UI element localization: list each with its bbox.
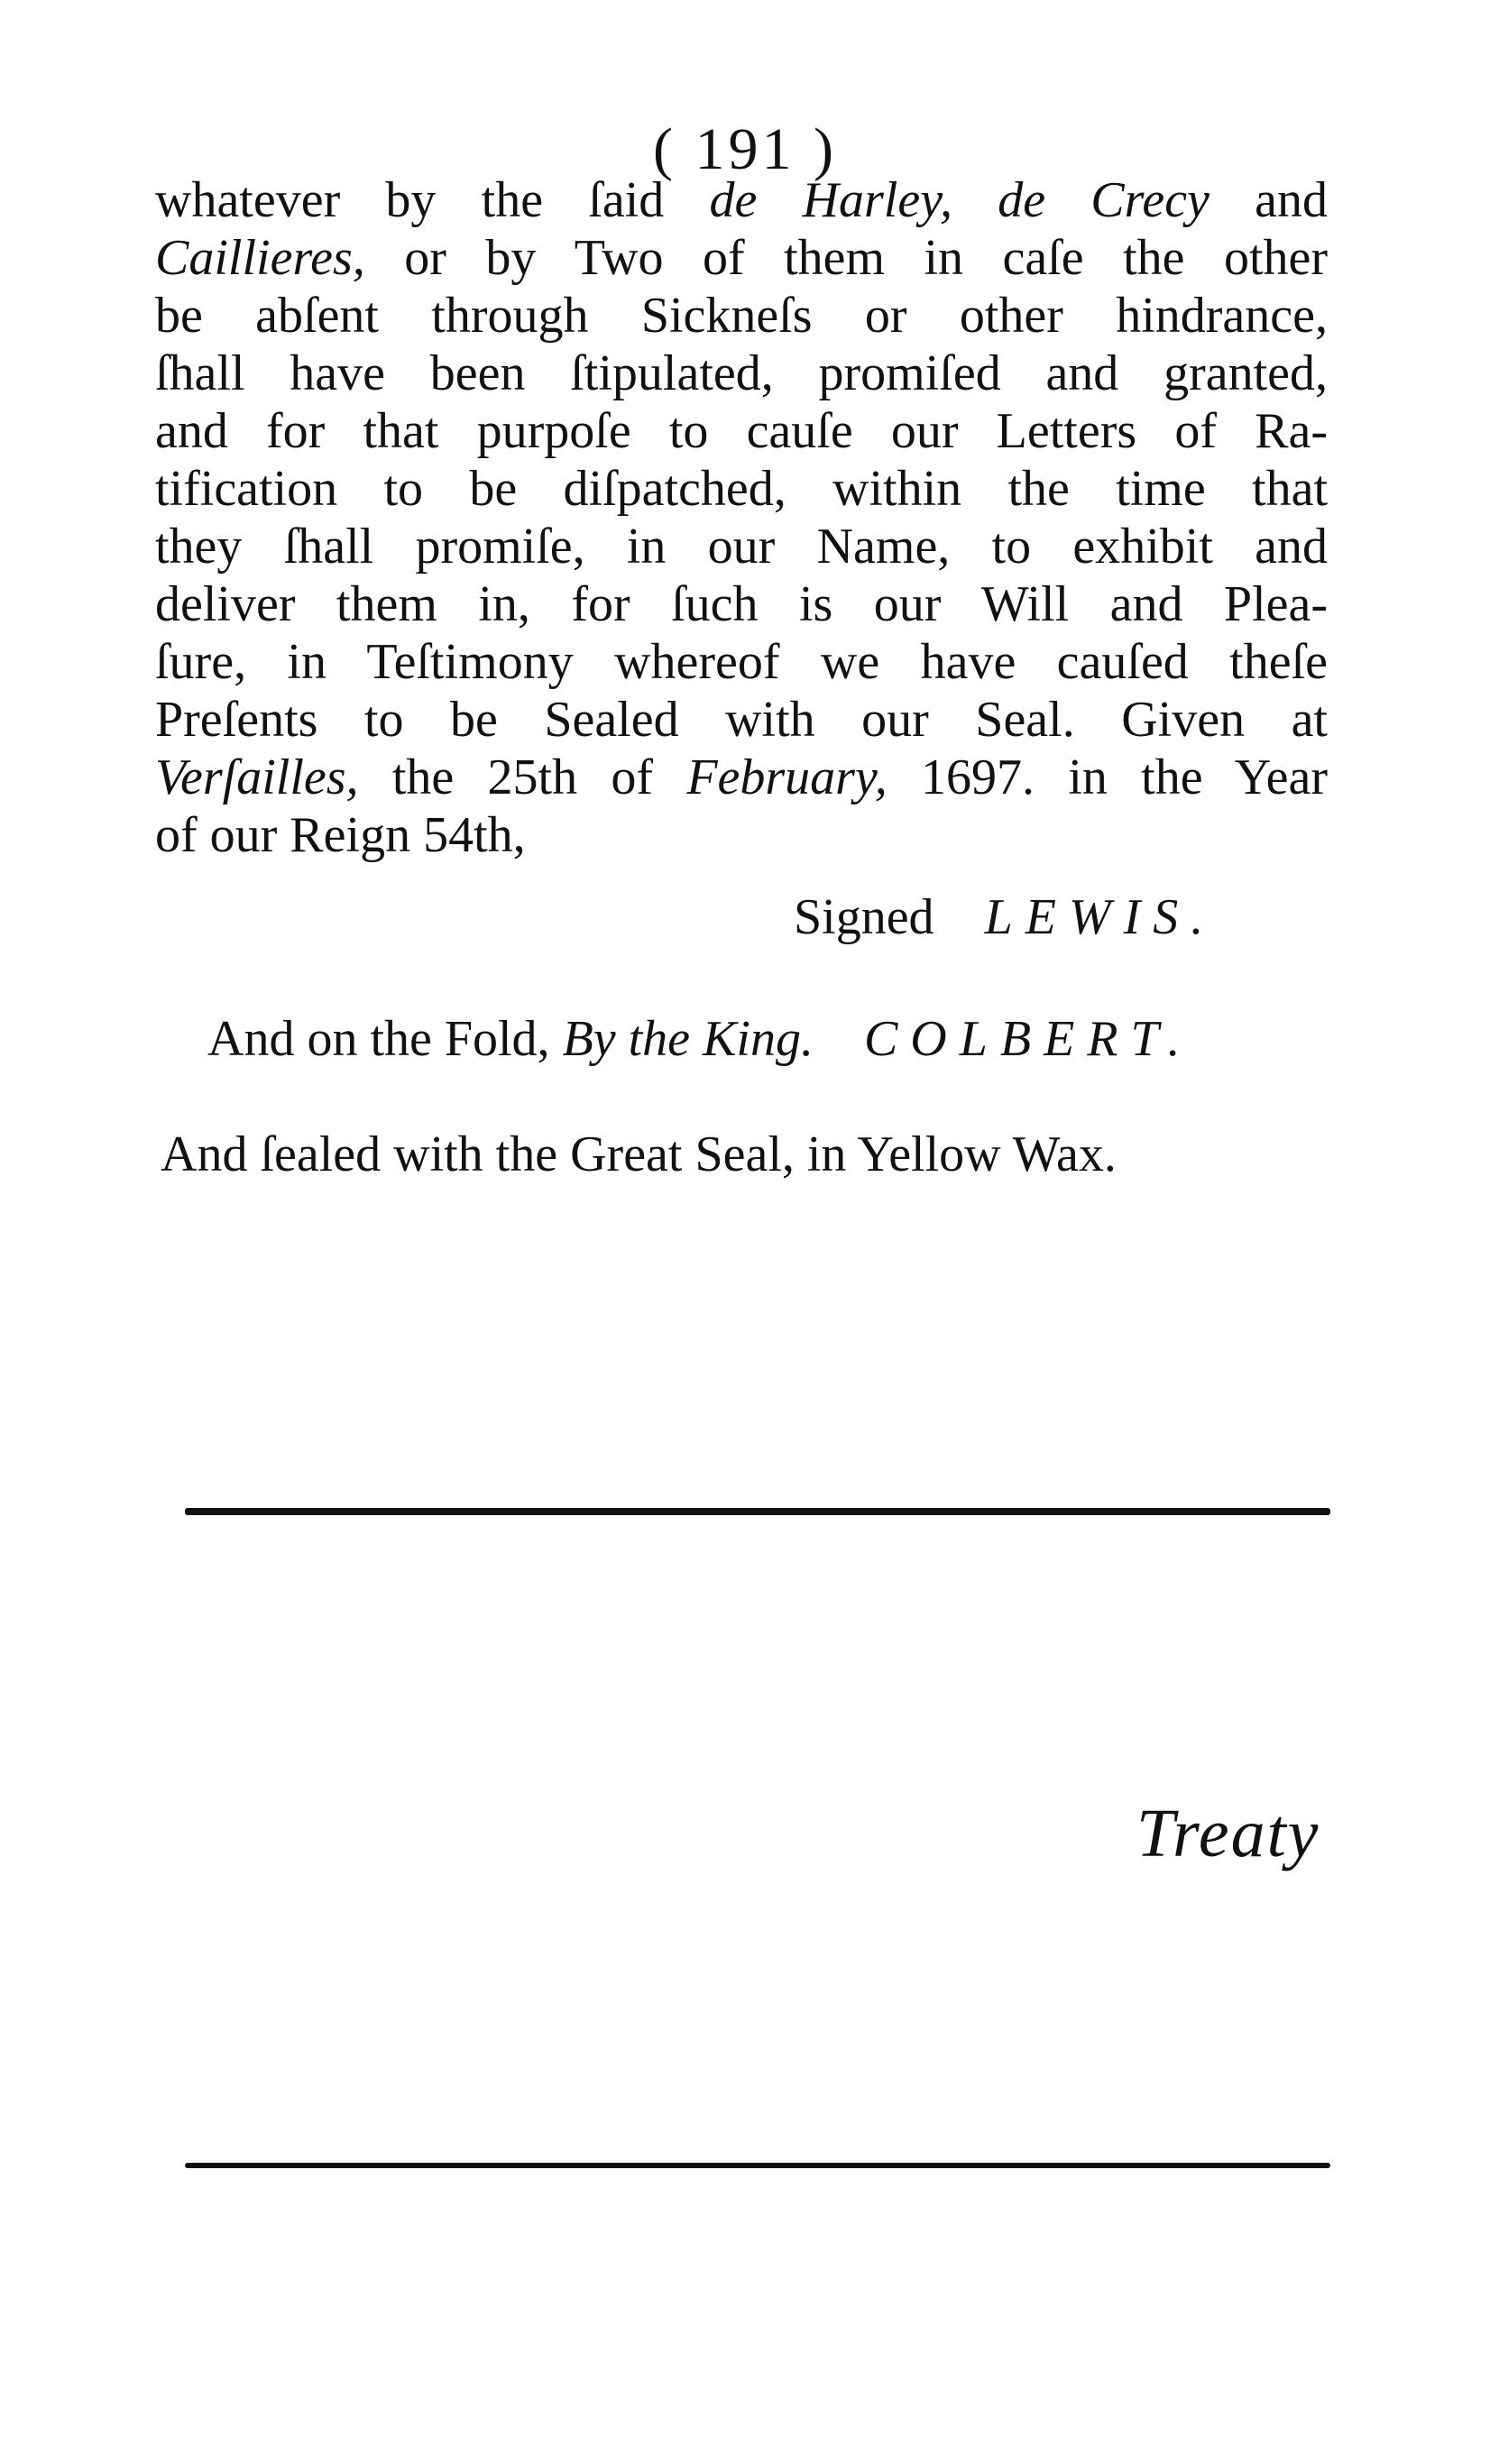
text-line	[155, 691, 1328, 749]
fold-line	[207, 1010, 1193, 1068]
text-run: ſure, in Teſtimony whereof we have cauſed theſe	[155, 634, 1328, 690]
text-line	[155, 460, 1328, 518]
text-line	[155, 229, 1328, 287]
fold-by-king: By the King.	[562, 1011, 814, 1067]
text-run: ſhall have been ſtipulated, promiſed and granted,	[155, 345, 1328, 401]
italic-text: de Crecy	[998, 172, 1209, 228]
page-number: ( 191 )	[653, 116, 837, 182]
text-run: Preſents to be Sealed with our Seal. Given at	[155, 692, 1328, 748]
text-run: and	[1209, 172, 1328, 228]
text-line	[155, 345, 1328, 402]
text-line	[155, 575, 1328, 633]
text-run: 1697. in the Year	[887, 749, 1329, 805]
signed-label: Signed	[794, 889, 934, 945]
text-run: and for that purpoſe to cauſe our Letters of Ra-	[155, 403, 1328, 459]
italic-text: Caillieres,	[155, 230, 365, 286]
text-line	[155, 402, 1328, 460]
body-paragraph	[155, 171, 1328, 864]
text-run: the 25th of	[358, 749, 687, 805]
catchword: Treaty	[1136, 1796, 1320, 1871]
text-run: deliver them in, for ſuch is our Will and Plea-	[155, 576, 1328, 632]
text-run: whatever by the ſaid	[155, 172, 710, 228]
text-line	[155, 287, 1328, 345]
text-line	[155, 518, 1328, 575]
text-run: be abſent through Sickneſs or other hindrance,	[155, 288, 1328, 344]
text-run	[952, 172, 998, 228]
text-line	[155, 806, 1328, 864]
signature-line	[794, 888, 1216, 946]
text-run: of our Reign 54th,	[155, 807, 526, 863]
signatory-name: LEWIS.	[984, 889, 1217, 945]
italic-text: February,	[686, 749, 888, 805]
section-divider-rule	[185, 1508, 1330, 1515]
fold-label: And on the Fold,	[207, 1011, 550, 1067]
text-line	[155, 633, 1328, 691]
text-line	[155, 749, 1328, 806]
italic-text: Verſailles,	[155, 749, 359, 805]
bottom-divider-rule	[185, 2163, 1330, 2168]
text-run: they ſhall promiſe, in our Name, to exhibit and	[155, 519, 1328, 575]
italic-text: de Harley,	[709, 172, 952, 228]
countersignatory-name: COLBERT.	[863, 1011, 1193, 1067]
text-run: tification to be diſpatched, within the time that	[155, 461, 1328, 517]
seal-note: And ſealed with the Great Seal, in Yellow Wax.	[161, 1126, 1117, 1182]
text-run: or by Two of them in caſe the other	[364, 230, 1328, 286]
text-line	[155, 171, 1328, 229]
